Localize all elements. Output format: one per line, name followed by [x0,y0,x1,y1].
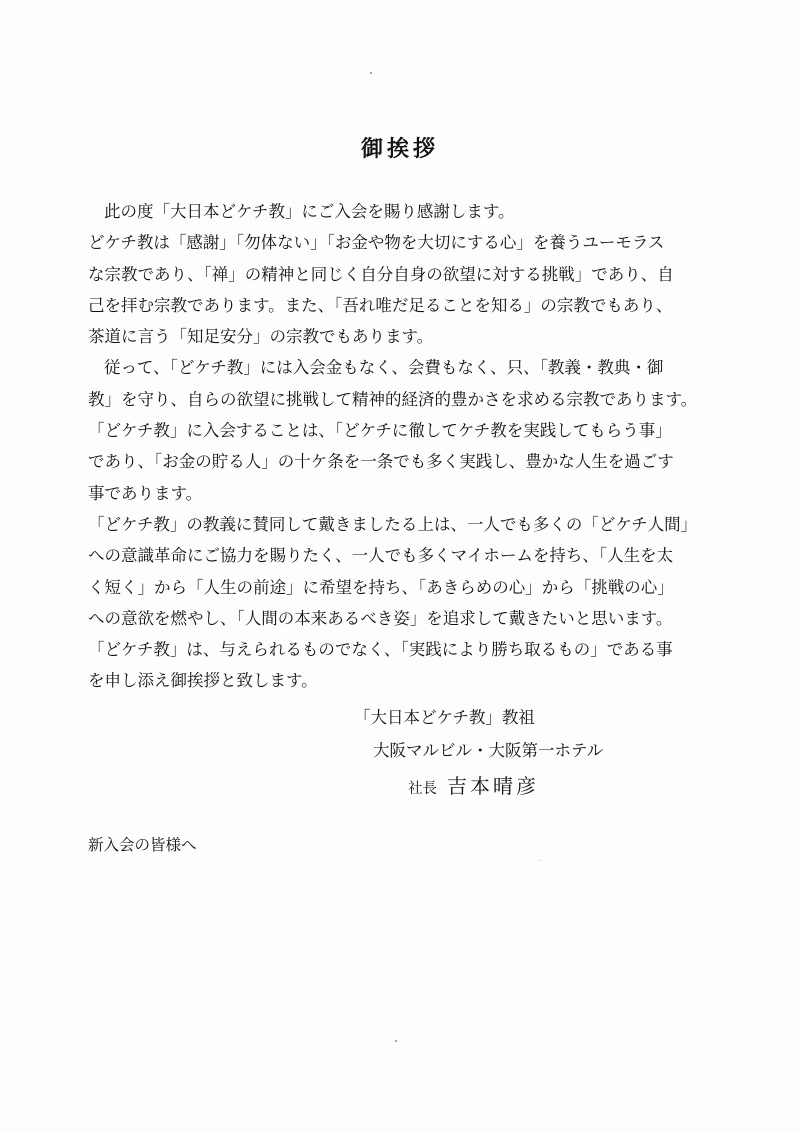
signature-organization: 「大日本どケチ教」教祖 [354,708,535,727]
body-line: く短く」から「人生の前途」に希望を持ち、「あきらめの心」から「挑戦の心」 [88,577,674,597]
body-line: な宗教であり、「禅」の精神と同じく自分自身の欲望に対する挑戦」であり、自 [88,264,674,284]
scan-speck [540,860,541,861]
signature-name-line [408,770,539,799]
body-line: 従って、「どケチ教」には入会金もなく、会費もなく、只、「教義・教典・御 [104,358,664,378]
letter-title: 御挨拶 [360,136,439,162]
body-line: 茶道に言う「知足安分」の宗教でもあります。 [88,327,434,347]
addressee: 新入会の皆様へ [88,836,197,854]
signature-affiliation: 大阪マルビル・大阪第一ホテル [373,741,604,760]
body-line: 事であります。 [88,483,203,503]
body-line: 「どケチ教」の教義に賛同して戴きましたる上は、一人でも多くの「どケチ人間」 [88,514,698,534]
letter-body [88,196,728,697]
body-line: を申し添え御挨拶と致します。 [88,671,318,691]
body-line: 「どケチ教」に入会することは、「どケチに徹してケチ教を実践してもらう事」 [88,421,672,441]
signature-name: 吉本晴彦 [447,774,539,798]
body-line: 「どケチ教」は、与えられるものでなく、「実践により勝ち取るもの」である事 [88,640,673,660]
body-line: への意欲を燃やし、「人間の本来あるべき姿」を追求して戴きたいと思います。 [88,608,673,628]
body-line: への意識革命にご協力を賜りたく、一人でも多くマイホームを持ち、「人生を太 [88,546,674,566]
body-line: 己を拝む宗教であります。また、「吾れ唯だ足ることを知る」の宗教でもあり、 [88,295,673,315]
body-line: 此の度「大日本どケチ教」にご入会を賜り感謝します。 [104,202,515,221]
body-line: 教」を守り、自らの欲望に挑戦して精神的経済的豊かさを求める宗教であります。 [88,389,698,409]
signature-role: 社長 [408,781,437,797]
scan-speck [395,1040,397,1042]
scan-speck [370,72,372,74]
body-line: であり、「お金の貯る人」の十ケ条を一条でも多く実践し、豊かな人生を過ごす [88,452,674,472]
body-line: どケチ教は「感謝」「勿体ない」「お金や物を大切にする心」を養うユーモラス [88,233,665,253]
